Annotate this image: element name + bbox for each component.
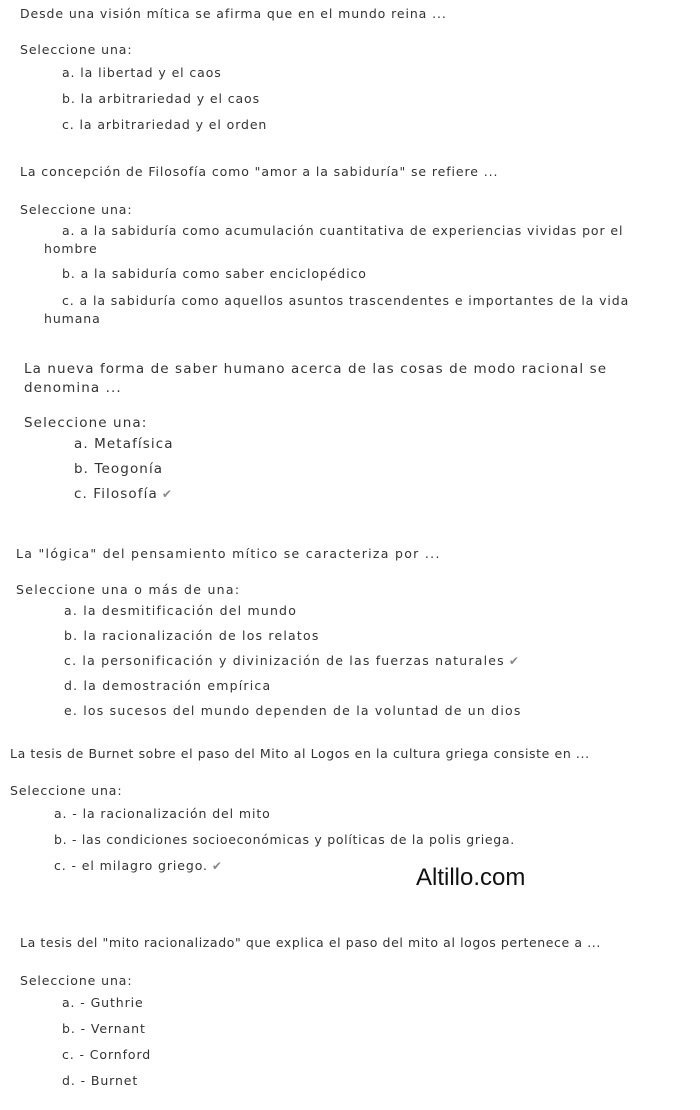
option-c-text: c. la personificación y divinización de las fuerzas naturales [64, 653, 505, 668]
select-prompt: Seleccione una: [20, 42, 133, 57]
select-prompt: Seleccione una: [20, 973, 133, 988]
option-a-text: a. a la sabiduría como acumulación cuantitativa de experiencias vividas por el hombre [44, 223, 624, 256]
option-c[interactable] [74, 486, 173, 502]
option-b[interactable]: b. a la sabiduría como saber enciclopédico [62, 266, 367, 281]
option-b[interactable]: b. Teogonía [74, 461, 164, 477]
option-c[interactable] [44, 292, 674, 328]
option-d[interactable]: d. - Burnet [62, 1073, 139, 1088]
option-d[interactable]: d. la demostración empírica [64, 678, 272, 693]
question-1 [20, 6, 447, 21]
question-stem: La concepción de Filosofía como "amor a la sabiduría" se refiere ... [20, 164, 499, 179]
select-prompt: Seleccione una: [24, 415, 148, 431]
option-c[interactable] [54, 858, 223, 873]
select-prompt: Seleccione una: [20, 202, 133, 217]
option-c-text: c. a la sabiduría como aquellos asuntos trascendentes e importantes de la vida humana [44, 293, 630, 326]
option-b[interactable]: b. - Vernant [62, 1021, 146, 1036]
option-a[interactable]: a. - la racionalización del mito [54, 806, 271, 821]
question-stem-line2: denomina ... [24, 380, 122, 396]
option-b[interactable]: b. la racionalización de los relatos [64, 628, 320, 643]
option-e[interactable]: e. los sucesos del mundo dependen de la voluntad de un dios [64, 703, 522, 718]
question-stem-line1: La nueva forma de saber humano acerca de las cosas de modo racional se [24, 361, 608, 377]
checkmark-icon: ✔ [211, 859, 223, 873]
select-prompt: Seleccione una: [10, 783, 123, 798]
question-stem: La tesis del "mito racionalizado" que explica el paso del mito al logos pertenece a ... [20, 935, 601, 950]
option-a[interactable]: a. Metafísica [74, 436, 174, 452]
option-b[interactable]: b. - las condiciones socioeconómicas y políticas de la polis griega. [54, 832, 515, 847]
select-prompt: Seleccione una o más de una: [16, 582, 241, 597]
checkmark-icon: ✔ [161, 487, 173, 501]
option-c-text: c. - el milagro griego. [54, 858, 208, 873]
option-c[interactable] [64, 653, 520, 668]
checkmark-icon: ✔ [508, 654, 521, 668]
question-stem: La "lógica" del pensamiento mítico se caracteriza por ... [16, 546, 441, 561]
question-stem: La tesis de Burnet sobre el paso del Mito al Logos en la cultura griega consiste en ... [10, 746, 590, 761]
question-stem: Desde una visión mítica se afirma que en el mundo reina ... [20, 6, 447, 21]
option-c-text: c. Filosofía [74, 486, 158, 502]
option-c[interactable]: c. - Cornford [62, 1047, 152, 1062]
option-a[interactable] [44, 222, 674, 258]
option-a[interactable]: a. la desmitificación del mundo [64, 603, 298, 618]
watermark-logo: Altillo.com [416, 864, 526, 891]
option-c[interactable]: c. la arbitrariedad y el orden [62, 117, 268, 132]
option-a[interactable]: a. la libertad y el caos [62, 65, 222, 80]
option-b[interactable]: b. la arbitrariedad y el caos [62, 91, 260, 106]
option-a[interactable]: a. - Guthrie [62, 995, 144, 1010]
